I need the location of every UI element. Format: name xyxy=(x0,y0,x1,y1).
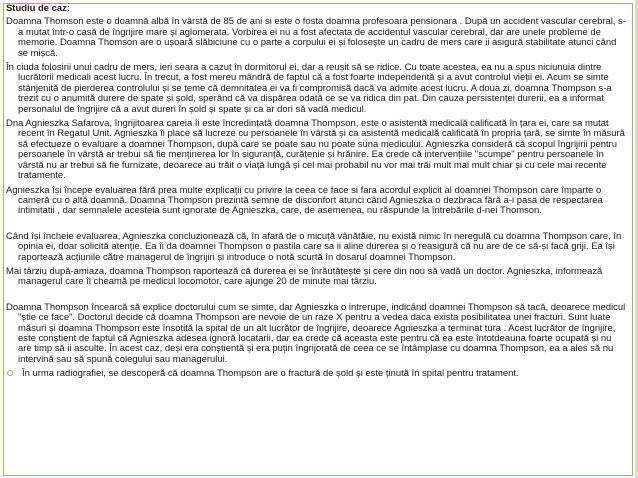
paragraph-conclusion: Când își încheie evaluarea, Agnieszka concluzionează că, în afară de o micuță vânătăie, nu există nimic în neregulă cu doamna Thompson care, în opinia ei, doar solicită atenție. Ea îi da doamnei Thompson o pastila care sa ii aline durerea și o reasigură că nu are de ce să-și facă griji. Ea își raportează acțiunile către managerul de îngrijiri și introduce o notă scurtă în dosarul doamnei Thompson. xyxy=(6,230,622,263)
paragraph-assessment: Agnieszka își începe evaluarea fără prea multe explicații cu privire la ceea ce face si fara acordul explicit al doamnei Thompson care împarte o cameră cu o altă doamnă. Doamna Thompson prezintă semne de disconfort atunci când Agnieszka o dezbraca fără a-i pasa de respectarea intimitatii , dar semnalele acesteia sunt ignorate de Agnieszka, care, de asemenea, nu răspunde la întrebările d-nei Thomson. xyxy=(6,184,603,217)
paragraph-introduction: Doamna Thomson este o doamnă albă în vârstă de 85 de ani si este o fosta doamna profesoara pensionara . După un accident vascular cerebral, s-a mutat într-o casă de îngrijire mare și aglomerata. Vorbirea ei nu a fost afectata de accidentul vascular cerebral, dar are unele probleme de memorie. Doamna Thomson are o ușoară slăbiciune cu o parte a corpului ei și folosește un cadru de mers care ii asigură stabilitate atunci când se mișcă. xyxy=(6,16,626,59)
paragraph-fall: În ciuda folosirii unui cadru de mers, ieri seara a cazut în dormitorul ei, dar a reușit să se ridice. Cu toate acestea, ea nu a spus niciunuia dintre lucrătorii medicali acest lucru. În trecut, a fost mereu mândră de faptul că a fost foarte independentă și a avut controlul vieții ei. Acum se simte stânjenită de pierderea controlului și se teme că demnitatea ei va fi compromisă dacă va admite acest lucru. A doua zi, doamna Thompson s-a trezit cu o anumită durere de spate și șold, sperând că va dispărea odată ce se va ridica din pat. Din cauza persistenței durerii, ea a informat personalul de îngrijire că a avut dureri în șold și spate și ca ar dori să vadă medicul. xyxy=(6,62,612,115)
hollow-circle-bullet-icon xyxy=(7,370,13,376)
paragraph-doctor: Doamna Thompson încearcă să explice doctorului cum se simte, dar Agnieszka o intrerupe, indicând doamnei Thompson să tacă, deoarece medicul "știe ce face". Doctorul decide că doamna Thompson are nevoie de un raze X pentru a vedea daca exista posibilitatea unei fracturi. Sunt luate măsuri și doamna Thompson este însoțită la spital de un alt lucrător de îngrijire, deoarece Agnieszka a terminat tura . Acest lucrător de îngrijire, este conștient de faptul că Agnieszka adesea ignoră locatarii, dar ea crede că aceasta este pentru că ea este întotdeauna foarte ocupată și nu are timp să ii asculte. În acest caz, deși era conștientă și era puțin îngrijorată de ceea ce se întâmplase cu doamna Thompson, ea a ales să nu intervină sau să spună colegului sau managerului. xyxy=(6,301,626,365)
paragraph-radiography: În urma radiografiei, se descoperă că doamna Thompson are o fractură de șold și este ținută în spital pentru tratament. xyxy=(22,368,519,380)
paragraph-caregiver: Dna Agnieszka Safarova, îngrijitoarea careia îi este încredințată doamna Thompson, este o asistentă medicală calificată în țara ei, care sa mutat recent în Regatul Unit. Agnieszka îi place să lucreze cu persoanele în vârstă și ca asistentă medicală calificată în propria țară, se simte în măsură să efectueze o evaluare a doamnei Thompson, după care se poate sau nu poate suna medicului. Agnieszka consideră că scopul îngrijirii pentru persoanele în vârstă ar trebui să fie menținerea lor în siguranță, curățenie și hrănire. Ea crede că intervențiile "scumpe" pentru persoanele în vârstă nu ar trebui să fie furnizate, deoarece au trăit o viață lungă și cel mai probabil nu vor mai trăi mult mai mult chiar și cu cele mai recente tratamente. xyxy=(6,118,625,182)
case-study-content xyxy=(6,4,626,380)
bullet-item-radiography xyxy=(6,369,626,379)
case-study-heading: Studiu de caz: xyxy=(6,3,70,14)
paragraph-afternoon: Mai târziu după-amiaza, doamna Thompson raportează că durerea ei se înrăutățește și cere din nou să vadă un doctor. Agnieszka, informează managerul care îl cheamă pe medicul locomotor, care ajunge 20 de minute mai târziu. xyxy=(6,265,603,288)
